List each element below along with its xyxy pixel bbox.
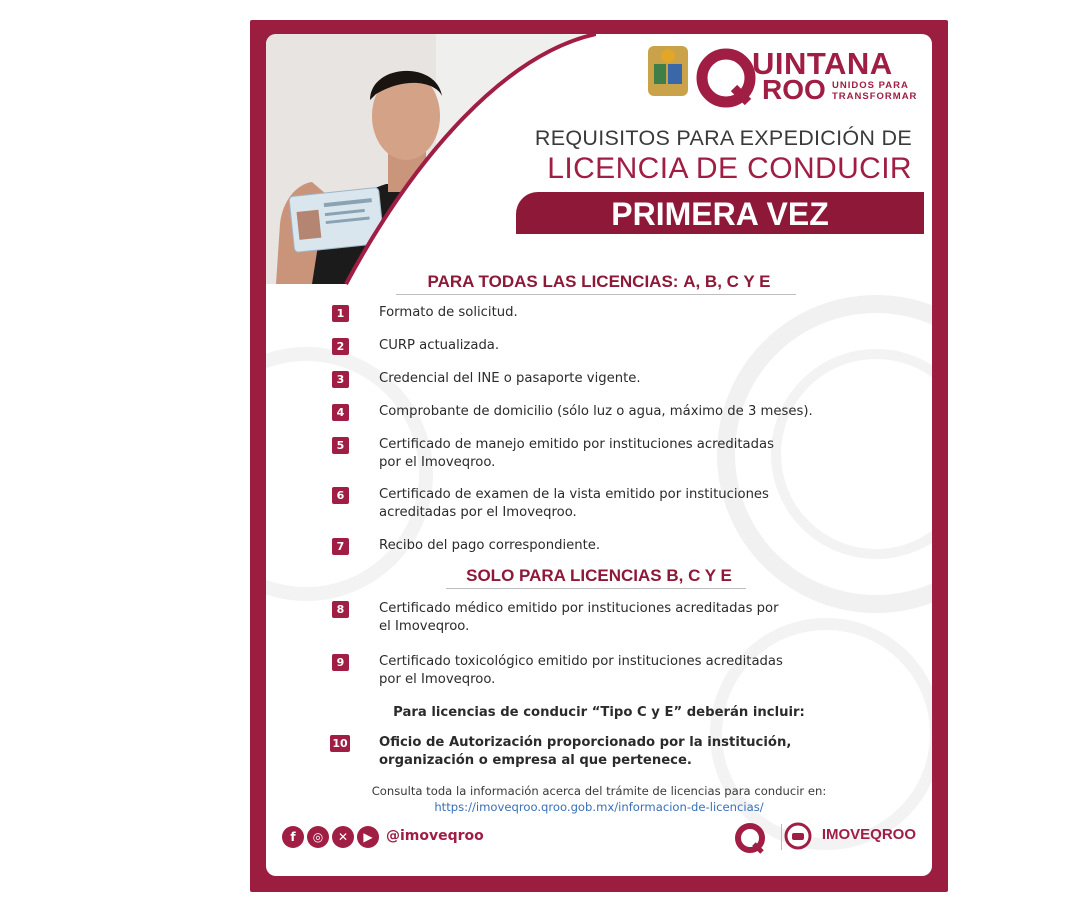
licencia-heading: LICENCIA DE CONDUCIR [547,152,912,185]
item-text-line2: acreditadas por el Imoveqroo. [379,505,577,520]
item-text: Recibo del pago correspondiente. [379,538,601,553]
item-text-line1: Certificado de examen de la vista emitido por instituciones [379,487,769,502]
section2-prefix: SOLO PARA LICENCIAS [466,566,667,585]
social-icons [282,826,379,848]
consult-text: Consulta toda la información acerca del trámite de licencias para conducir en: [371,784,827,798]
item-number: 4 [332,404,349,421]
item-number: 7 [332,538,349,555]
section1-letters: A, B, C [683,272,739,291]
social-handle[interactable]: @imoveqroo [386,828,484,844]
item-number: 3 [332,371,349,388]
quintana-roo-logo [648,40,918,112]
info-link[interactable]: https://imoveqroo.qroo.gob.mx/informacion-de-licencias/ [434,800,764,814]
logo-text-top: UINTANA [752,46,893,81]
x-icon[interactable]: ✕ [332,826,354,848]
item-text: Formato de solicitud. [379,305,518,320]
section1-y: Y [738,272,760,291]
item-number: 10 [330,735,350,752]
section2-letters: B, C [666,566,701,585]
section1-underline [396,294,796,295]
logo-tagline: UNIDOS PARA TRANSFORMAR [832,80,918,102]
item-number: 1 [332,305,349,322]
item-text: CURP actualizada. [379,338,500,353]
logo-text-bottom: ROO [762,74,826,105]
item-text [379,734,791,770]
youtube-icon[interactable]: ▶ [357,826,379,848]
item-text: Comprobante de domicilio (sólo luz o agua, máximo de 3 meses). [379,404,813,419]
instagram-icon[interactable]: ◎ [307,826,329,848]
item-text-line1: Certificado de manejo emitido por instituciones acreditadas [379,437,774,452]
item-text [379,653,783,689]
item-number: 2 [332,338,349,355]
person-photo [266,34,576,284]
imoveqroo-emblem-icon [784,822,812,850]
section-all-licenses-title [266,272,932,292]
facebook-icon[interactable]: f [282,826,304,848]
section1-letter-e: E [759,272,771,291]
item-text [379,486,769,522]
item-text-line1: Oficio de Autorización proporcionado por la institución, [379,735,792,750]
item-text-line2: el Imoveqroo. [379,619,470,634]
item-text [379,600,779,636]
item-text: Credencial del INE o pasaporte vigente. [379,371,641,386]
section2-letter-e: E [720,566,732,585]
q-logo-icon [732,820,772,858]
item-number: 6 [332,487,349,504]
section1-prefix: PARA TODAS LAS LICENCIAS: [427,272,684,291]
footer [282,820,922,860]
item-number: 8 [332,601,349,618]
requisitos-heading: REQUISITOS PARA EXPEDICIÓN DE [534,126,912,150]
poster-frame [250,20,948,892]
item-text-line1: Certificado toxicológico emitido por instituciones acreditadas [379,654,783,669]
item-text-line2: por el Imoveqroo. [379,455,496,470]
section2-y: Y [700,566,721,585]
section2-underline [446,588,746,589]
section-bce-title [266,566,932,586]
item-text-line1: Certificado médico emitido por instituciones acreditadas por [379,601,779,616]
item-text-line2: por el Imoveqroo. [379,672,496,687]
item-text [379,436,774,472]
tipo-c-e-note: Para licencias de conducir “Tipo C y E” deberán incluir: [393,705,805,720]
poster-card [266,34,932,876]
item-text-line2: organización o empresa al que pertenece. [379,753,692,768]
item-number: 9 [332,654,349,671]
imoveqroo-wordmark: IMOVEQROO [821,826,916,843]
footer-divider [781,824,782,850]
primera-vez-banner: PRIMERA VEZ [516,192,924,234]
item-number: 5 [332,437,349,454]
